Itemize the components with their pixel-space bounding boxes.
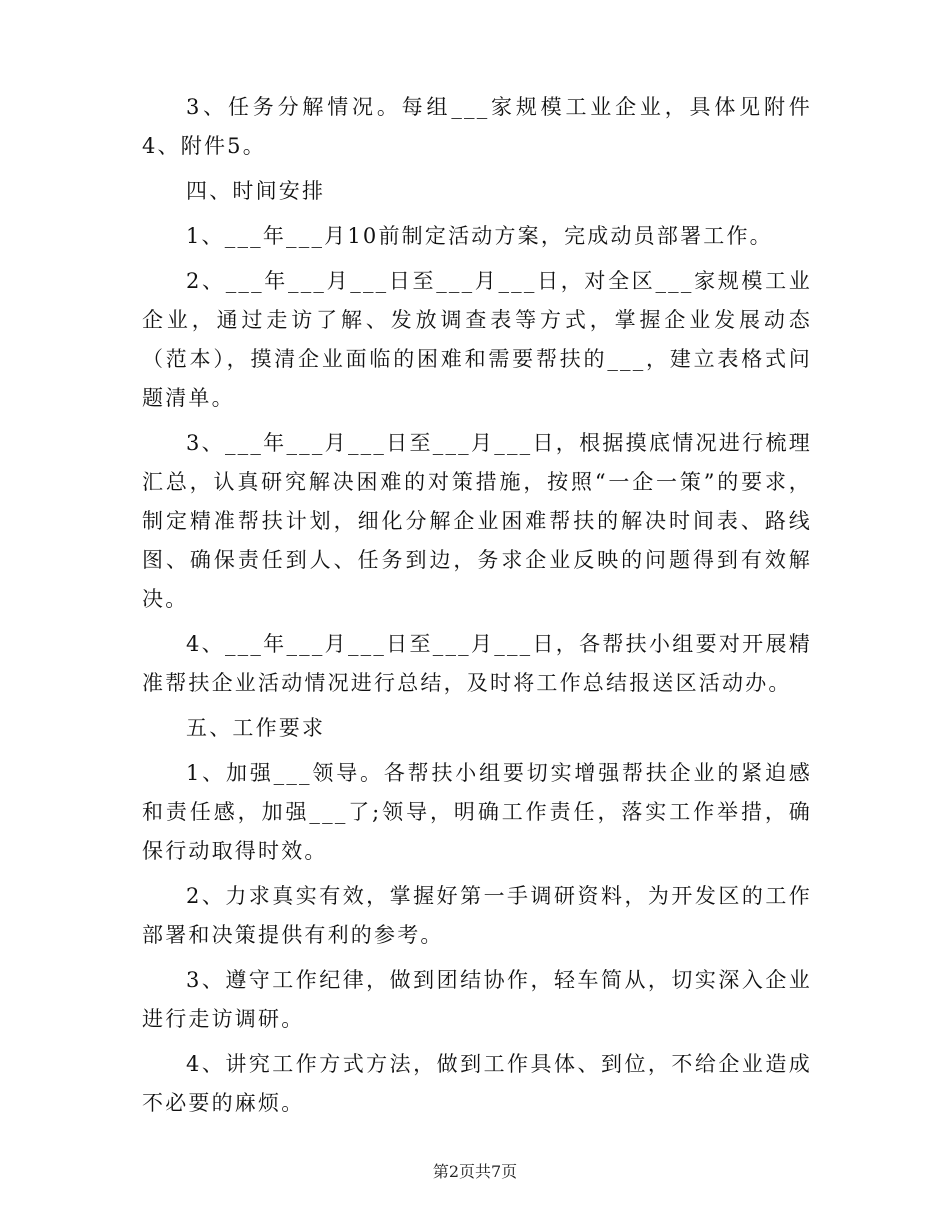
- document-body: [142, 88, 812, 1123]
- paragraph-requirement-2: 2、力求真实有效，掌握好第一手调研资料，为开发区的工作部署和决策提供有利的参考。: [142, 884, 812, 947]
- paragraph-requirement-3: 3、遵守工作纪律，做到团结协作，轻车简从，切实深入企业进行走访调研。: [142, 968, 812, 1031]
- paragraph-schedule-1: 1、___年___月10前制定活动方案，完成动员部署工作。: [186, 224, 773, 248]
- paragraph-requirement-1: 1、加强___领导。各帮扶小组要切实增强帮扶企业的紧迫感和责任感，加强___了;领导，明确工作责任，落实工作举措，确保行动取得时效。: [142, 761, 812, 863]
- paragraph-task-breakdown: 3、任务分解情况。每组___家规模工业企业，具体见附件4、附件5。: [142, 95, 812, 158]
- section-heading-schedule: 四、时间安排: [186, 179, 326, 203]
- paragraph-requirement-4: 4、讲究工作方式方法，做到工作具体、到位，不给企业造成不必要的麻烦。: [142, 1052, 812, 1115]
- paragraph-schedule-2: 2、___年___月___日至___月___日，对全区___家规模工业企业，通过走访了解、发放调查表等方式，掌握企业发展动态（范本），摸清企业面临的困难和需要帮扶的___，建立表格式问题清单。: [142, 269, 812, 410]
- section-heading-requirements: 五、工作要求: [186, 716, 326, 740]
- paragraph-schedule-4: 4、___年___月___日至___月___日，各帮扶小组要对开展精准帮扶企业活动情况进行总结，及时将工作总结报送区活动办。: [142, 632, 812, 695]
- page-number-footer: 第2页共7页: [432, 1162, 518, 1181]
- paragraph-schedule-3: 3、___年___月___日至___月___日，根据摸底情况进行梳理汇总，认真研究解决困难的对策措施，按照“一企一策”的要求，制定精准帮扶计划，细化分解企业困难帮扶的解决时间表、路线图、确保责任到人、任务到边，务求企业反映的问题得到有效解决。: [142, 431, 812, 611]
